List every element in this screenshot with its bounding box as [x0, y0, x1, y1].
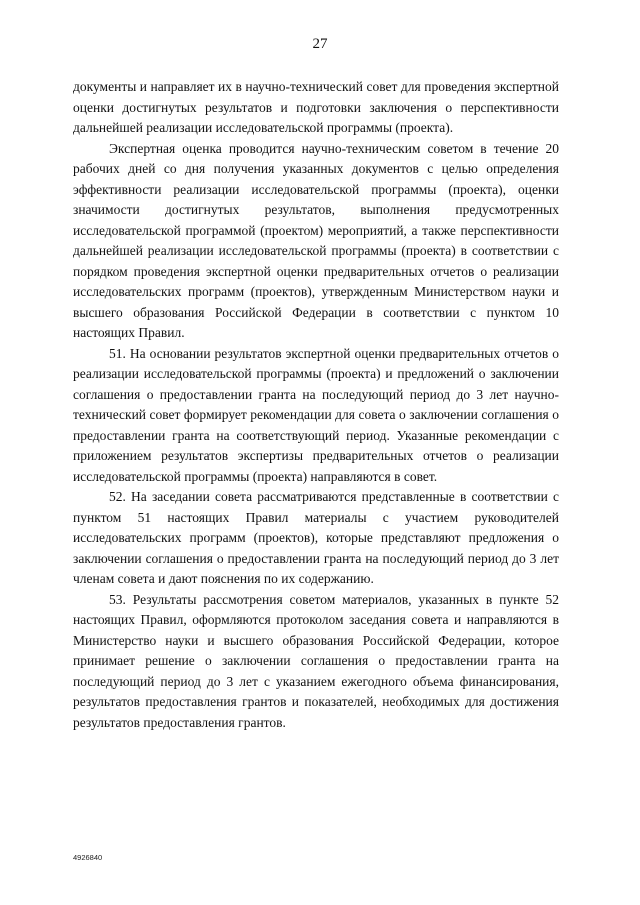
document-body — [73, 77, 559, 733]
paragraph-item-52: 52. На заседании совета рассматриваются представленные в соответствии с пунктом 51 настоящих Правил материалы с участием руководителей исследовательских программ (проектов), которые представляют предложения о заключении соглашения о предоставлении гранта на последующий период до 3 лет членам совета и дают пояснения по их содержанию. — [73, 489, 559, 586]
document-code: 4926840 — [73, 853, 103, 862]
paragraph-expert-assessment: Экспертная оценка проводится научно-техническим советом в течение 20 рабочих дней со дня получения указанных документов с целью определения эффективности реализации исследовательской программы (проекта), оценки значимости достигнутых результатов, выполнения предусмотренных исследовательской программой (проектом) мероприятий, а также перспективности дальнейшей реализации исследовательской программы (проекта) в соответствии с порядком проведения экспертной оценки предварительных отчетов о реализации исследовательских программ (проектов), утвержденным Министерством науки и высшего образования Российской Федерации в соответствии с пунктом 10 настоящих Правил. — [73, 140, 559, 340]
paragraph-continuation: документы и направляет их в научно-технический совет для проведения экспертной оценки достигнутых результатов и подготовки заключения о перспективности дальнейшей реализации исследовательской программы (проекта). — [73, 79, 559, 135]
page-number: 27 — [312, 36, 328, 52]
paragraph-item-51: 51. На основании результатов экспертной оценки предварительных отчетов о реализации исследовательской программы (проекта) и предложений о заключении соглашения о предоставлении гранта на последующий период до 3 лет научно-технический совет формирует рекомендации для совета о заключении соглашения о предоставлении гранта на соответствующий период. Указанные рекомендации с приложением результатов экспертизы предварительных отчетов о реализации исследовательской программы (проекта) направляются в совет. — [73, 345, 559, 484]
paragraph-item-53: 53. Результаты рассмотрения советом материалов, указанных в пункте 52 настоящих Правил, оформляются протоколом заседания совета и направляются в Министерство науки и высшего образования Российской Федерации, которое принимает решение о заключении соглашения о предоставлении гранта на последующий период до 3 лет с указанием ежегодного объема финансирования, результатов предоставления грантов и показателей, необходимых для достижения результатов предоставления грантов. — [73, 591, 559, 730]
